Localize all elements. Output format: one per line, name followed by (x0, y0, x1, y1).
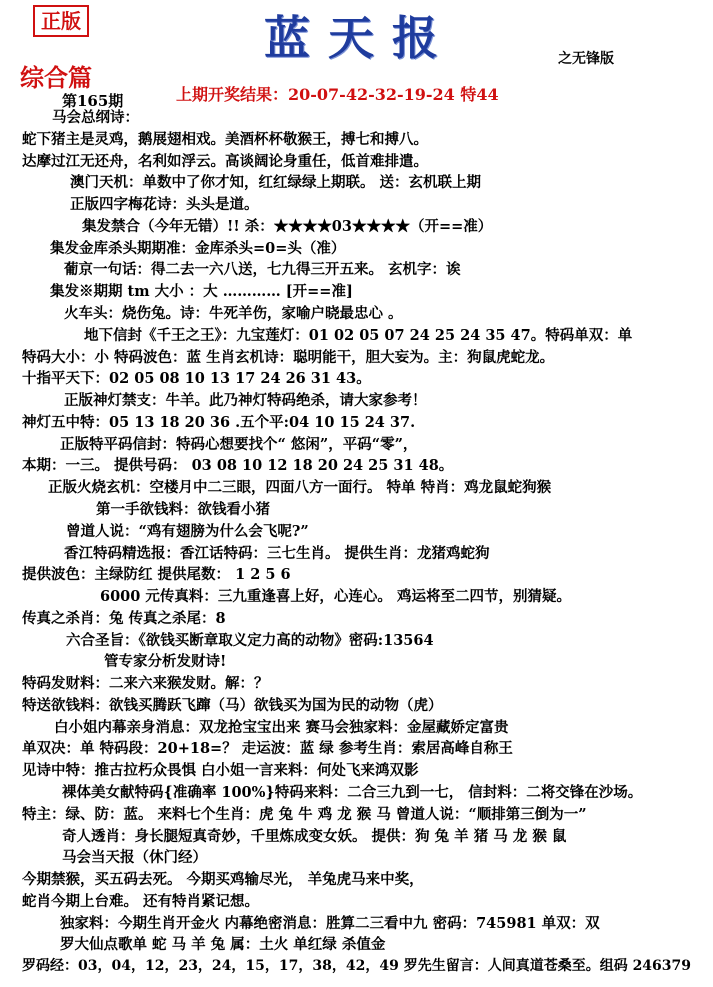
text-line: 见诗中特：推古拉朽众畏惧 白小姐一言来料：何处飞来鸿双影 (22, 762, 419, 779)
text-line: 集发禁合（今年无错）!! 杀：★★★★03★★★★（开==准） (82, 218, 493, 235)
last-result: 上期开奖结果：20-07-42-32-19-24 特44 (176, 85, 499, 104)
text-line: 神灯五中特：05 13 18 20 36 .五个平:04 10 15 24 37. (22, 414, 416, 431)
text-line: 正版火烧玄机：空楼月中二三眼，四面八方一面行。 特单 特肖：鸡龙鼠蛇狗猴 (48, 479, 552, 496)
text-line: 奇人透肖：身长腿短真奇妙，千里炼成变女妖。 提供：狗 兔 羊 猪 马 龙 猴 鼠 (62, 828, 567, 845)
text-line: 单双决：单 特码段：20+18=？ 走运波：蓝 绿 参考生肖：索居高峰自称王 (22, 740, 513, 757)
text-line: 六合圣旨：《欲钱买断章取义定力高的动物》密码:13564 (66, 632, 434, 649)
text-line: 特主：绿、防：蓝。 来料七个生肖：虎 兔 牛 鸡 龙 猴 马 曾道人说：“顺排第三倒为一” (22, 806, 587, 823)
text-line: 达摩过江无还舟，名利如浮云。高谈阔论身重任，低首难排遣。 (22, 153, 428, 170)
text-line: 第一手欲钱料：欲钱看小猪 (96, 501, 270, 518)
text-line: 马会当天报（休门经） (62, 849, 207, 866)
text-line: 蛇下猪主是灵鸡，鹅展翅相戏。美酒杯杯敬猴王，搏七和搏八。 (22, 131, 428, 148)
text-line: 独家料：今期生肖开金火 内幕绝密消息：胜算二三看中九 密码：745981 单双：双 (60, 915, 600, 932)
text-line: 6000 元传真料：三九重逢喜上好，心连心。 鸡运将至二四节，别猜疑。 (100, 588, 571, 605)
section-heading: 综合篇 (20, 63, 92, 92)
text-line: 特码发财料：二来六来猴发财。解：？ (22, 675, 269, 692)
genuine-badge: 正版 (33, 5, 89, 37)
text-line: 香江特码精选报：香江话特码：三七生肖。 提供生肖：龙猪鸡蛇狗 (64, 545, 490, 562)
text-line: 十指平天下：02 05 08 10 13 17 24 26 31 43。 (22, 370, 371, 387)
text-line: 管专家分析发财诗! (104, 653, 227, 670)
text-line: 正版四字梅花诗：头头是道。 (70, 196, 259, 213)
text-line: 白小姐内幕亲身消息：双龙抢宝宝出来 赛马会独家料：金屋藏娇定富贵 (54, 719, 509, 736)
text-line: 蛇肖今期上台难。 还有特肖紧记想。 (22, 893, 260, 910)
newspaper-title: 蓝天报 (264, 11, 456, 65)
text-line: 罗码经：03，04，12，23，24，15，17，38，42，49 罗先生留言：人间真道苍桑至。组码 246379 (22, 958, 692, 974)
text-line: 传真之杀肖：兔 传真之杀尾：8 (22, 610, 226, 627)
text-line: 正版神灯禁支：牛羊。此乃神灯特码绝杀，请大家参考！ (64, 392, 427, 409)
text-line: 马会总纲诗： (52, 109, 139, 126)
text-line: 地下信封《千王之王》：九宝莲灯：01 02 05 07 24 25 24 35 47。特码单双：单 (84, 327, 633, 344)
text-line: 火车头：烧伤兔。诗：牛死羊伤，家喻户晓最忠心 。 (64, 305, 403, 322)
text-line: 澳门天机：单数中了你才知，红红绿绿上期联。 送：玄机联上期 (70, 174, 482, 191)
text-line: 集发※期期 tm 大小 ：大 ………… [开==准] (50, 283, 353, 300)
text-line: 葡京一句话：得二去一六八送，七九得三开五来。 玄机字：诶 (64, 261, 461, 278)
text-line: 罗大仙点歌单 蛇 马 羊 兔 属：土火 单红绿 杀值金 (60, 936, 386, 953)
text-line: 特送欲钱料：欲钱买腾跃飞蹿（马）欲钱买为国为民的动物（虎） (22, 697, 443, 714)
text-line: 裸体美女献特码{准确率 100%}特码来料：二合三九到一七， 信封料：二将交锋在沙场。 (62, 784, 643, 801)
text-line: 特码大小：小 特码波色：蓝 生肖玄机诗：聪明能干，胆大妄为。主：狗鼠虎蛇龙。 (22, 349, 555, 366)
text-line: 曾道人说：“鸡有翅膀为什么会飞呢?” (66, 523, 309, 540)
issue-number: 第165期 (62, 92, 124, 110)
text-line: 今期禁猴，买五码去死。 今期买鸡输尽光， 羊兔虎马来中奖， (22, 871, 424, 888)
edition-label: 之无锋版 (558, 51, 614, 67)
text-line: 本期：一三。 提供号码： 03 08 10 12 18 20 24 25 31 48。 (22, 457, 454, 474)
text-line: 集发金库杀头期期准：金库杀头=0=头（准） (50, 240, 346, 257)
text-line: 提供波色：主绿防红 提供尾数： 1 2 5 6 (22, 566, 291, 583)
text-line: 正版特平码信封：特码心想要找个“ 悠闲”，平码“零”， (60, 436, 418, 453)
